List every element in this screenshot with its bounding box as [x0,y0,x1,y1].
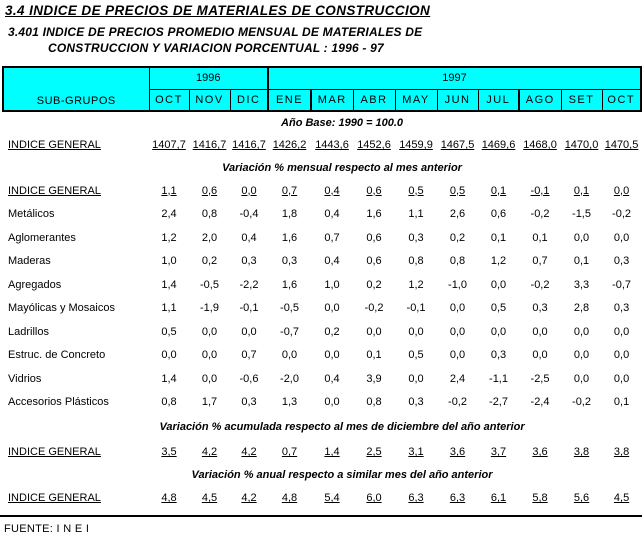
footer-divider [0,515,642,517]
cell: 0,0 [573,325,590,338]
cell: 0,0 [613,349,630,362]
cell: 4,2 [241,492,257,504]
cell: 0,6 [366,231,382,244]
cell: 1,3 [281,396,298,409]
cell: -2,5 [530,372,550,385]
cell: 0,0 [201,372,218,385]
mensual-caption-row [3,157,641,179]
month-header-ene97: ENE [268,89,311,111]
cell: -2,7 [489,396,508,409]
cell: 1,6 [281,278,298,291]
cell: 0,0 [324,349,340,362]
cell: 0,0 [490,325,507,338]
month-header-abr97: ABR [353,89,395,111]
cell: 0,0 [532,349,548,362]
cell: -0,2 [364,302,384,315]
table-row-aglomerantes [3,226,641,250]
base-note-row [3,111,641,133]
cell: 1,0 [324,278,340,291]
cell: 0,0 [613,372,630,385]
month-header-mar97: MAR [311,89,353,111]
year-1996-header: 1996 [149,67,268,89]
cell: 0,7 [532,255,548,268]
month-header-dic96: DIC [230,89,268,111]
cell: 0,5 [449,184,466,197]
table-row-mayolicas [3,297,641,321]
cell: 0,0 [490,278,507,291]
cell: 0,7 [281,184,298,197]
cell: 6,3 [408,492,424,504]
row-label: INDICE GENERAL [8,492,101,504]
cell: 1,1 [408,208,424,221]
cell: 0,7 [324,231,340,244]
table-row-estruc-concreto [3,344,641,368]
cell: -0,7 [280,325,299,338]
cell: 0,3 [241,255,257,268]
cell: 4,8 [161,492,177,504]
cell: 1,4 [324,446,340,458]
cell: 0,2 [449,231,466,244]
cell: 0,4 [241,231,257,244]
month-header-may97: MAY [395,89,437,111]
cell: 0,5 [408,184,424,197]
cell: -0,1 [530,184,550,197]
corner-header-subgrupos: SUB-GRUPOS [3,67,149,111]
table-row-vidrios [3,367,641,391]
cell: 0,1 [573,184,590,197]
cell: -1,9 [200,302,219,315]
table-row-accesorios-plasticos [3,391,641,415]
cell: -0,2 [530,278,550,291]
month-header-nov96: NOV [189,89,230,111]
cell: -0,4 [239,208,259,221]
cell: 3,3 [573,278,590,291]
cell: 0,2 [324,325,340,338]
cell: 1426,2 [272,139,307,151]
cell: 3,8 [613,446,630,458]
month-header-set97: SET [561,89,602,111]
cell: 0,8 [201,208,218,221]
cell: 1,0 [161,255,177,268]
base-year-note: Año Base: 1990 = 100.0 [281,116,404,129]
row-label: INDICE GENERAL [8,184,101,197]
cell: 1443,6 [315,139,349,151]
cell: 0,3 [241,396,257,409]
cell: 1452,6 [357,139,391,151]
cell: -0,7 [612,278,632,291]
cell: 0,2 [201,255,218,268]
cell: 1,4 [161,278,177,291]
month-header-jul97: JUL [478,89,519,111]
acumulada-caption: Variación % acumulada respecto al mes de diciembre del año anterior [159,421,525,433]
cell: 0,0 [161,349,177,362]
cell: 0,5 [408,349,424,362]
cell: 4,2 [201,446,218,458]
month-header-ago97: AGO [519,89,561,111]
cell: -0,2 [572,396,591,409]
cell: 1407,7 [152,139,186,151]
cell: 0,3 [613,255,630,268]
cell: 0,0 [449,349,466,362]
price-index-table [2,66,642,510]
row-label: Mayólicas y Mosaicos [8,302,115,315]
cell: 0,1 [490,184,507,197]
page-subtitle-line2: CONSTRUCCION Y VARIACION PORCENTUAL : 1996 - 97 [48,41,384,55]
table-header-years-row [3,67,641,89]
cell: 2,5 [366,446,382,458]
cell: 4,5 [201,492,218,504]
cell: 0,0 [241,325,257,338]
cell: 0,6 [490,208,507,221]
row-label: Accesorios Plásticos [8,396,109,409]
row-label: Estruc. de Concreto [8,349,106,362]
cell: 0,5 [490,302,507,315]
row-label: Ladrillos [8,325,49,338]
table-row-metalicos [3,203,641,227]
cell: 0,8 [161,396,177,409]
cell: 0,0 [366,325,382,338]
cell: 0,1 [366,349,382,362]
cell: 0,6 [201,184,218,197]
row-label: Maderas [8,255,51,268]
cell: 0,4 [324,255,340,268]
cell: 1,8 [281,208,298,221]
cell: 6,0 [366,492,382,504]
cell: 1,1 [161,302,177,315]
cell: 0,0 [613,231,630,244]
cell: 3,5 [161,446,177,458]
cell: 0,0 [201,349,218,362]
cell: 0,0 [573,349,590,362]
cell: 0,0 [324,302,340,315]
cell: 2,6 [449,208,466,221]
index-general-mensual-row [3,179,641,203]
cell: 4,8 [281,492,298,504]
row-label: Agregados [8,278,62,291]
cell: 0,0 [613,325,630,338]
cell: 5,8 [532,492,548,504]
cell: 0,0 [281,349,298,362]
cell: 3,7 [490,446,507,458]
year-1997-header: 1997 [268,67,641,89]
cell: 0,1 [532,231,548,244]
cell: 3,8 [573,446,590,458]
cell: -0,1 [239,302,259,315]
cell: 0,0 [408,325,424,338]
row-label: INDICE GENERAL [8,139,101,151]
cell: 1467,5 [440,139,475,151]
table-row-maderas [3,250,641,274]
row-label: Vidrios [8,372,42,385]
cell: 0,2 [366,278,382,291]
cell: 0,3 [408,396,424,409]
row-label: Metálicos [8,208,55,221]
acumulada-caption-row [3,414,641,440]
cell: 1470,0 [564,139,599,151]
cell: 1,2 [161,231,177,244]
cell: 0,0 [449,302,466,315]
cell: 4,2 [241,446,257,458]
cell: 3,6 [532,446,548,458]
cell: 0,4 [324,184,340,197]
mensual-caption: Variación % mensual respecto al mes anterior [222,162,462,174]
table-row-ladrillos [3,320,641,344]
cell: -0,2 [530,208,550,221]
cell: 1469,6 [481,139,516,151]
cell: 0,4 [324,372,340,385]
cell: 4,5 [613,492,630,504]
cell: -1,0 [448,278,467,291]
cell: 0,8 [366,396,382,409]
cell: 0,7 [281,446,298,458]
row-label: Aglomerantes [8,231,76,244]
cell: 2,8 [573,302,590,315]
cell: 1416,7 [232,139,266,151]
cell: -2,4 [530,396,550,409]
cell: 3,1 [408,446,424,458]
cell: 0,3 [408,231,424,244]
cell: 1459,9 [399,139,433,151]
cell: 0,3 [532,302,548,315]
cell: 0,7 [241,349,257,362]
cell: 0,5 [161,325,177,338]
cell: 1468,0 [523,139,557,151]
page-subtitle-line1: 3.401 INDICE DE PRECIOS PROMEDIO MENSUAL DE MATERIALES DE [8,25,423,39]
index-general-acumulada-row [3,440,641,464]
cell: 0,1 [613,396,630,409]
cell: 1,7 [201,396,218,409]
cell: 5,6 [573,492,590,504]
cell: 1,6 [281,231,298,244]
cell: 2,0 [201,231,218,244]
month-header-oct96: OCT [149,89,189,111]
cell: -2,2 [239,278,259,291]
cell: 6,1 [490,492,507,504]
cell: 0,0 [408,372,424,385]
cell: 3,6 [449,446,466,458]
cell: 1,6 [366,208,382,221]
cell: 1416,7 [192,139,227,151]
cell: 0,0 [573,231,590,244]
cell: 0,0 [532,325,548,338]
cell: 0,3 [613,302,630,315]
month-header-oct97: OCT [602,89,641,111]
cell: 0,8 [408,255,424,268]
cell: 0,0 [449,325,466,338]
cell: 0,3 [281,255,298,268]
cell: 0,0 [324,396,340,409]
cell: 0,8 [449,255,466,268]
cell: -1,1 [489,372,508,385]
cell: 2,4 [449,372,466,385]
cell: -1,5 [572,208,591,221]
cell: 0,6 [366,255,382,268]
cell: -0,5 [280,302,299,315]
cell: 6,3 [449,492,466,504]
table-row-agregados [3,273,641,297]
cell: 0,0 [573,372,590,385]
index-general-level-row [3,133,641,157]
cell: 0,0 [201,325,218,338]
cell: -0,2 [448,396,467,409]
anual-caption: Variación % anual respecto a similar mes del año anterior [191,469,493,481]
cell: 3,9 [366,372,382,385]
cell: 0,3 [490,349,507,362]
cell: -2,0 [280,372,299,385]
cell: 0,6 [366,184,382,197]
month-header-jun97: JUN [437,89,478,111]
source-note: FUENTE: I N E I [4,523,90,535]
cell: 0,0 [241,184,257,197]
cell: 1,2 [490,255,507,268]
cell: -0,6 [239,372,259,385]
page-title: 3.4 INDICE DE PRECIOS DE MATERIALES DE CONSTRUCCION [5,3,431,18]
cell: 5,4 [324,492,340,504]
index-general-anual-row [3,486,641,510]
cell: 1,1 [161,184,177,197]
row-label: INDICE GENERAL [8,446,101,458]
cell: 2,4 [161,208,177,221]
cell: -0,5 [200,278,219,291]
cell: 0,1 [490,231,507,244]
cell: -0,1 [406,302,426,315]
cell: -0,2 [612,208,632,221]
cell: 0,0 [613,184,630,197]
cell: 0,1 [573,255,590,268]
cell: 1,4 [161,372,177,385]
cell: 1,2 [408,278,424,291]
cell: 0,4 [324,208,340,221]
anual-caption-row [3,464,641,486]
cell: 1470,5 [604,139,639,151]
